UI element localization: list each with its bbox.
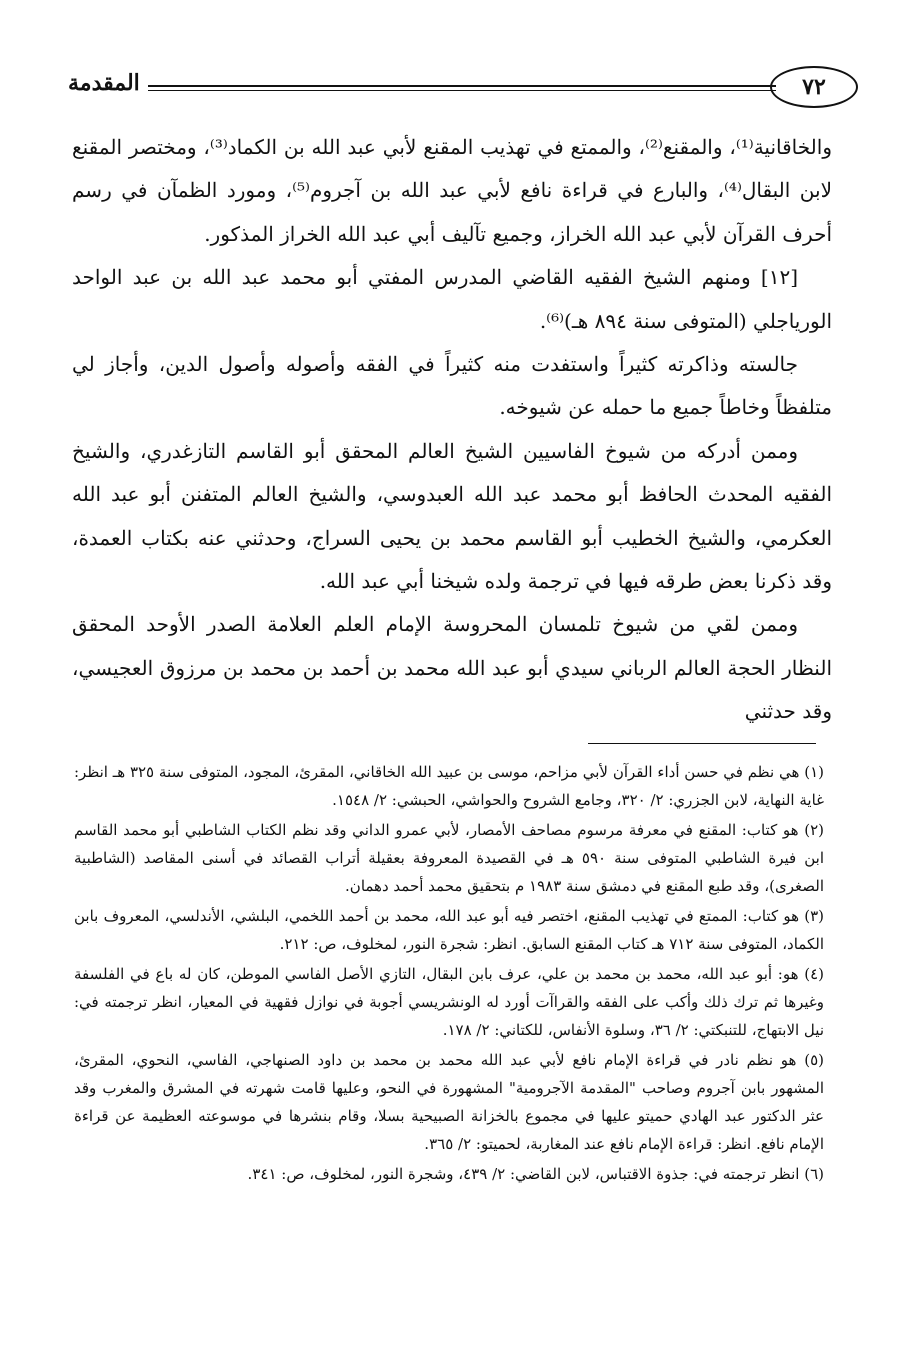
footnote-separator (588, 743, 816, 744)
main-text (72, 126, 832, 734)
footnote: (٢) هو كتاب: المقنع في معرفة مرسوم مصاحف الأمصار، لأبي عمرو الداني وقد نظم الكتاب الشاطبي أبو محمد القاسم ابن فيرة الشاطبي المتوفى سنة ٥٩٠ هـ في القصيدة المعروفة بعقيلة أتراب القصائد في أسنى المقاصد (الشاطبية الصغرى)، وقد طبع المقنع في دمشق سنة ١٩٨٣ م بتحقيق محمد أحمد دهمان. (74, 821, 824, 895)
footnote: (٦) انظر ترجمته في: جذوة الاقتباس، لابن القاضي: ٢/ ٤٣٩، وشجرة النور، لمخلوف، ص: ٣٤١. (247, 1165, 824, 1183)
paragraph: [١٢] ومنهم الشيخ الفقيه القاضي المدرس المفتي أبو محمد عبد الله بن عبد الواحد الورياجلي (المتوفى سنة ٨٩٤ هـ)⁽⁶⁾. (72, 265, 832, 333)
footnotes (74, 758, 824, 1190)
footnote: (٥) هو نظم نادر في قراءة الإمام نافع لأبي عبد الله محمد بن محمد بن داود الصنهاجي، الفاسي، النحوي، المقرئ، المشهور بابن آجروم وصاحب "المقدمة الآجرومية" المشهورة في النحو، وعليها قامت شهرته في المشرق والمغرب وقد عثر الدكتور عبد الهادي حميتو عليها في مجموع بالخزانة الصبيحية بسلا، وقام بنشرها في موسوعته العظيمة عن قراءة الإمام نافع. انظر: قراءة الإمام نافع عند المغاربة، لحميتو: ٢/ ٣٦٥. (74, 1051, 824, 1153)
running-title: المقدمة (68, 70, 140, 96)
paragraph: والخاقانية⁽¹⁾، والمقنع⁽²⁾، والممتع في تهذيب المقنع لأبي عبد الله بن الكماد⁽³⁾، ومختصر المقنع لابن البقال⁽⁴⁾، والبارع في قراءة نافع لأبي عبد الله بن آجروم⁽⁵⁾، ومورد الظمآن في رسم أحرف القرآن لأبي عبد الله الخراز، وجميع تآليف أبي عبد الله الخراز المذكور. (72, 135, 832, 246)
page-header (68, 64, 858, 112)
paragraph: وممن أدركه من شيوخ الفاسيين الشيخ العالم المحقق أبو القاسم التازغدري، والشيخ الفقيه المحدث الحافظ أبو محمد عبد الله العبدوسي، والشيخ العالم المتفنن أبو عبد الله العكرمي، والشيخ الخطيب أبو القاسم محمد بن يحيى السراج، وحدثني عنه بكتاب العمدة، وقد ذكرنا بعض طرقه فيها في ترجمة ولده شيخنا أبي عبد الله. (72, 438, 833, 594)
header-divider (148, 85, 776, 87)
page-number: ٧٢ (770, 66, 858, 108)
footnote: (١) هي نظم في حسن أداء القرآن لأبي مزاحم، موسى بن عبيد الله الخاقاني، المقرئ، المجود، المتوفى سنة ٣٢٥ هـ انظر: غاية النهاية، لابن الجزري: ٢/ ٣٢٠، وجامع الشروح والحواشي، الحبشي: ٢/ ١٥٤٨. (74, 763, 824, 809)
footnote: (٤) هو: أبو عبد الله، محمد بن محمد بن علي، عرف بابن البقال، التازي الأصل الفاسي الموطن، كان له باع في الفلسفة وغيرها ثم ترك ذلك وأكب على الفقه والقراآت أورد له الونشريسي أجوبة في نوازل فقهية في المعيار، انظر ترجمته في: نيل الابتهاج، للتنبكتي: ٢/ ٣٦، وسلوة الأنفاس، للكتاني: ٢/ ١٧٨. (74, 965, 824, 1039)
paragraph: وممن لقي من شيوخ تلمسان المحروسة الإمام العلم العلامة الصدر الأوحد المحقق النظار الحجة العالم الرباني سيدي أبو عبد الله محمد بن أحمد بن محمد بن مرزوق العجيسي، وقد حدثني (72, 612, 832, 724)
paragraph: جالسته وذاكرته كثيراً واستفدت منه كثيراً في الفقه وأصوله وأصول الدين، وأجاز لي متلفظاً وخاطاً جميع ما حمله عن شيوخه. (72, 352, 832, 420)
footnote: (٣) هو كتاب: الممتع في تهذيب المقنع، اختصر فيه أبو عبد الله، محمد بن أحمد اللخمي، البلشي، الأندلسي، المعروف بابن الكماد، المتوفى سنة ٧١٢ هـ كتاب المقنع السابق. انظر: شجرة النور، لمخلوف، ص: ٢١٢. (74, 907, 824, 953)
header-divider-thin (148, 90, 776, 91)
